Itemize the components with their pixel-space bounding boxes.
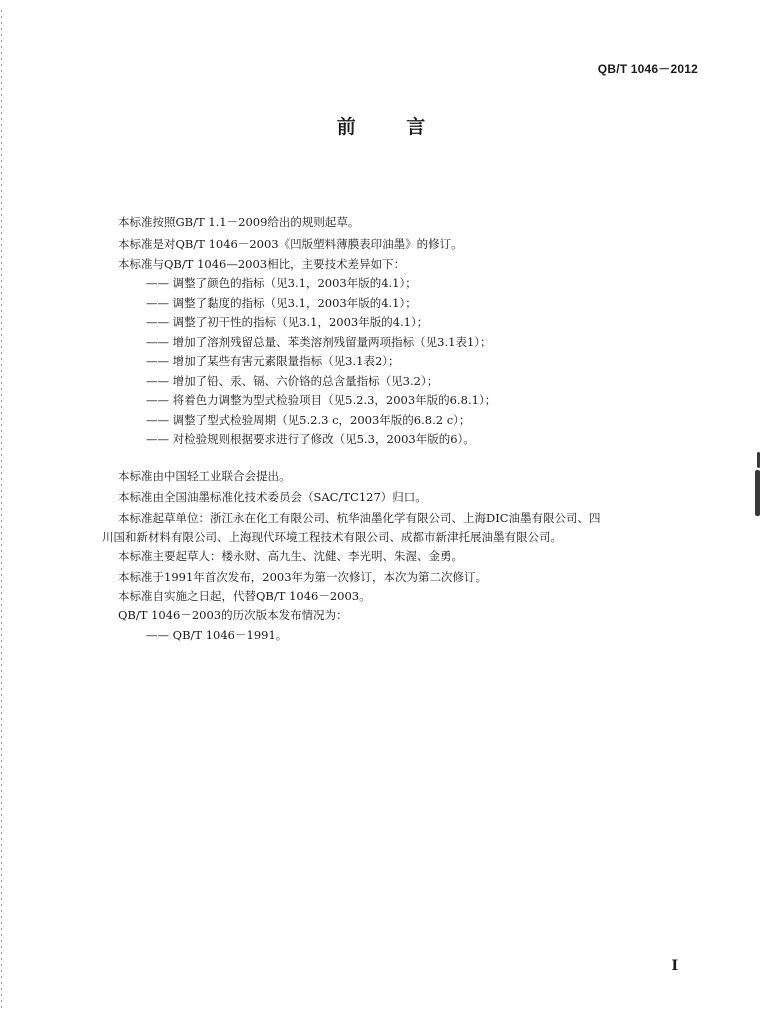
list-item: —— 调整了颜色的指标（见3.1，2003年版的4.1）；	[146, 276, 417, 290]
list-item: —— QB/T 1046－1991。	[146, 628, 288, 642]
list-item: —— 调整了型式检验周期（见5.2.3 c，2003年版的6.8.2 c）；	[146, 413, 471, 427]
paragraph-line: 本标准由全国油墨标准化技术委员会（SAC/TC127）归口。	[118, 490, 427, 504]
list-item: —— 对检验规则根据要求进行了修改（见5.3，2003年版的6）。	[146, 432, 475, 446]
scan-artifact	[755, 470, 760, 516]
list-item: —— 增加了溶剂残留总量、苯类溶剂残留量两项指标（见3.1表1）；	[146, 335, 492, 349]
scan-edge	[1, 10, 2, 1010]
page-title: 前 言	[336, 116, 448, 138]
paragraph-line: 本标准由中国轻工业联合会提出。	[118, 469, 291, 483]
page-number: I	[671, 958, 678, 974]
paragraph-line: QB/T 1046－2003的历次版本发布情况为：	[118, 608, 348, 622]
paragraph-line: 本标准起草单位：浙江永在化工有限公司、杭华油墨化学有限公司、上海DIC油墨有限公司、四	[118, 511, 601, 525]
list-item: —— 增加了铅、汞、镉、六价铬的总含量指标（见3.2）；	[146, 374, 439, 388]
list-item: —— 增加了某些有害元素限量指标（见3.1表2）；	[146, 354, 400, 368]
standard-code: QB/T 1046－2012	[597, 62, 698, 76]
list-item: —— 调整了黏度的指标（见3.1，2003年版的4.1）；	[146, 296, 417, 310]
list-item: —— 调整了初干性的指标（见3.1，2003年版的4.1）；	[146, 315, 429, 329]
list-item: —— 将着色力调整为型式检验项目（见5.2.3，2003年版的6.8.1）；	[146, 393, 497, 407]
paragraph-line: 本标准于1991年首次发布，2003年为第一次修订，本次为第二次修订。	[118, 570, 488, 584]
paragraph-line: 川国和新材料有限公司、上海现代环境工程技术有限公司、成都市新津托展油墨有限公司。	[102, 530, 562, 544]
paragraph-line: 本标准按照GB/T 1.1－2009给出的规则起草。	[118, 215, 360, 229]
scan-artifact	[757, 452, 760, 468]
paragraph-line: 本标准主要起草人：楼永财、高九生、沈健、李光明、朱渥、金勇。	[118, 549, 463, 563]
paragraph-line: 本标准自实施之日起，代替QB/T 1046－2003。	[118, 589, 371, 603]
paragraph-line: 本标准是对QB/T 1046－2003《凹版塑料薄膜表印油墨》的修订。	[118, 237, 463, 251]
paragraph-line: 本标准与QB/T 1046—2003相比，主要技术差异如下：	[118, 257, 406, 271]
